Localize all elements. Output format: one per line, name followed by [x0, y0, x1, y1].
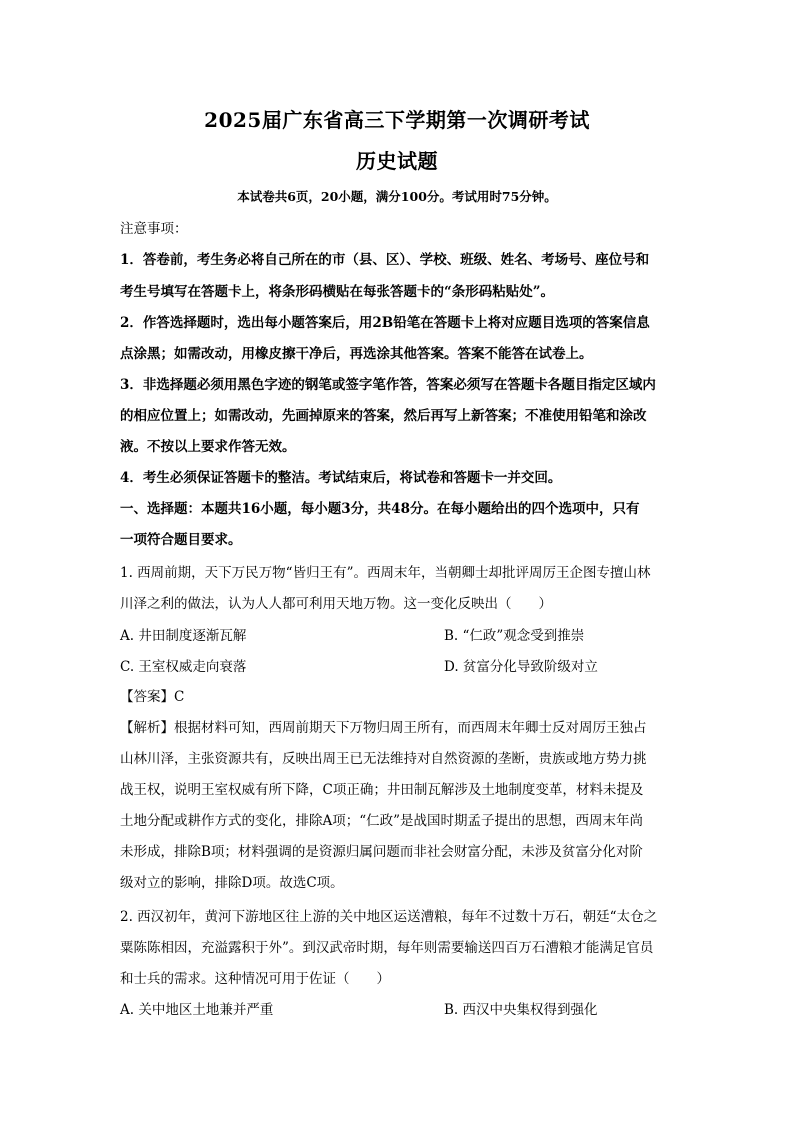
- section-heading: 一、选择题：本题共16小题，每小题3分，共48分。在每小题给出的四个选项中，只有: [120, 501, 640, 517]
- q1-analysis: 【解析】根据材料可知，西周前期天下万物归周王所有，而西周末年卿士反对周厉王独占: [120, 720, 647, 736]
- q1-analysis: 山林川泽，主张资源共有，反映出周王已无法维持对自然资源的垄断，贵族或地方势力挑: [120, 751, 647, 767]
- exam-title: 2025届广东省高三下学期第一次调研考试: [204, 108, 590, 132]
- question-1-stem: 1. 西周前期，天下万民万物“皆归王有”。西周末年，当朝卿士却批评周厉王企图专擅山林: [120, 565, 651, 581]
- q1-answer: 【答案】C: [120, 689, 185, 705]
- notice-line: 4．考生必须保证答题卡的整洁。考试结束后，将试卷和答题卡一并交回。: [120, 470, 562, 486]
- notice-heading: 注意事项：: [120, 221, 188, 237]
- q2-option-a: A. 关中地区土地兼并严重: [120, 1002, 274, 1018]
- notice-line: 点涂黑；如需改动，用橡皮擦干净后，再选涂其他答案。答案不能答在试卷上。: [120, 346, 593, 362]
- q1-option-a: A. 井田制度逐渐瓦解: [120, 628, 247, 644]
- notice-line: 3．非选择题必须用黑色字迹的钢笔或签字笔作答，答案必须写在答题卡各题目指定区域内: [120, 377, 656, 393]
- q1-analysis: 战王权，说明王室权威有所下降，C项正确；井田制瓦解涉及土地制度变革，材料未提及: [120, 782, 644, 798]
- q1-option-d: D. 贫富分化导致阶级对立: [444, 659, 598, 675]
- notice-line: 考生号填写在答题卡上，将条形码横贴在每张答题卡的“条形码粘贴处”。: [120, 284, 555, 300]
- exam-info: 本试卷共6页，20小题，满分100分。考试用时75分钟。: [237, 189, 557, 204]
- notice-line: 1．答卷前，考生务必将自己所在的市（县、区）、学校、班级、姓名、考场号、座位号和: [120, 252, 650, 268]
- question-2-stem: 和士兵的需求。这种情况可用于佐证（ ）: [120, 971, 390, 987]
- section-heading: 一项符合题目要求。: [120, 532, 242, 548]
- q1-option-c: C. 王室权威走向衰落: [120, 659, 247, 675]
- question-1-stem: 川泽之利的做法，认为人人都可利用天地万物。这一变化反映出（ ）: [120, 596, 552, 612]
- question-2-stem: 粟陈陈相因，充溢露积于外”。到汉武帝时期，每年则需要输送四百万石漕粮才能满足官员: [120, 940, 654, 956]
- exam-subject: 历史试题: [356, 149, 438, 173]
- notice-line: 的相应位置上；如需改动，先画掉原来的答案，然后再写上新答案；不准使用铅笔和涂改: [120, 408, 647, 424]
- question-2-stem: 2. 西汉初年，黄河下游地区往上游的关中地区运送漕粮，每年不过数十万石，朝廷“太仓之: [120, 909, 658, 925]
- q1-option-b: B. “仁政”观念受到推崇: [444, 628, 585, 644]
- q1-analysis: 级对立的影响，排除D项。故选C项。: [120, 875, 344, 891]
- q1-analysis: 土地分配或耕作方式的变化，排除A项；“仁政”是战国时期孟子提出的思想，西周末年尚: [120, 813, 644, 829]
- q1-analysis: 未形成，排除B项；材料强调的是资源归属问题而非社会财富分配，未涉及贫富分化对阶: [120, 844, 643, 860]
- notice-line: 液。不按以上要求作答无效。: [120, 439, 296, 455]
- q2-option-b: B. 西汉中央集权得到强化: [444, 1002, 598, 1018]
- notice-line: 2．作答选择题时，选出每小题答案后，用2B铅笔在答题卡上将对应题目选项的答案信息: [120, 315, 650, 331]
